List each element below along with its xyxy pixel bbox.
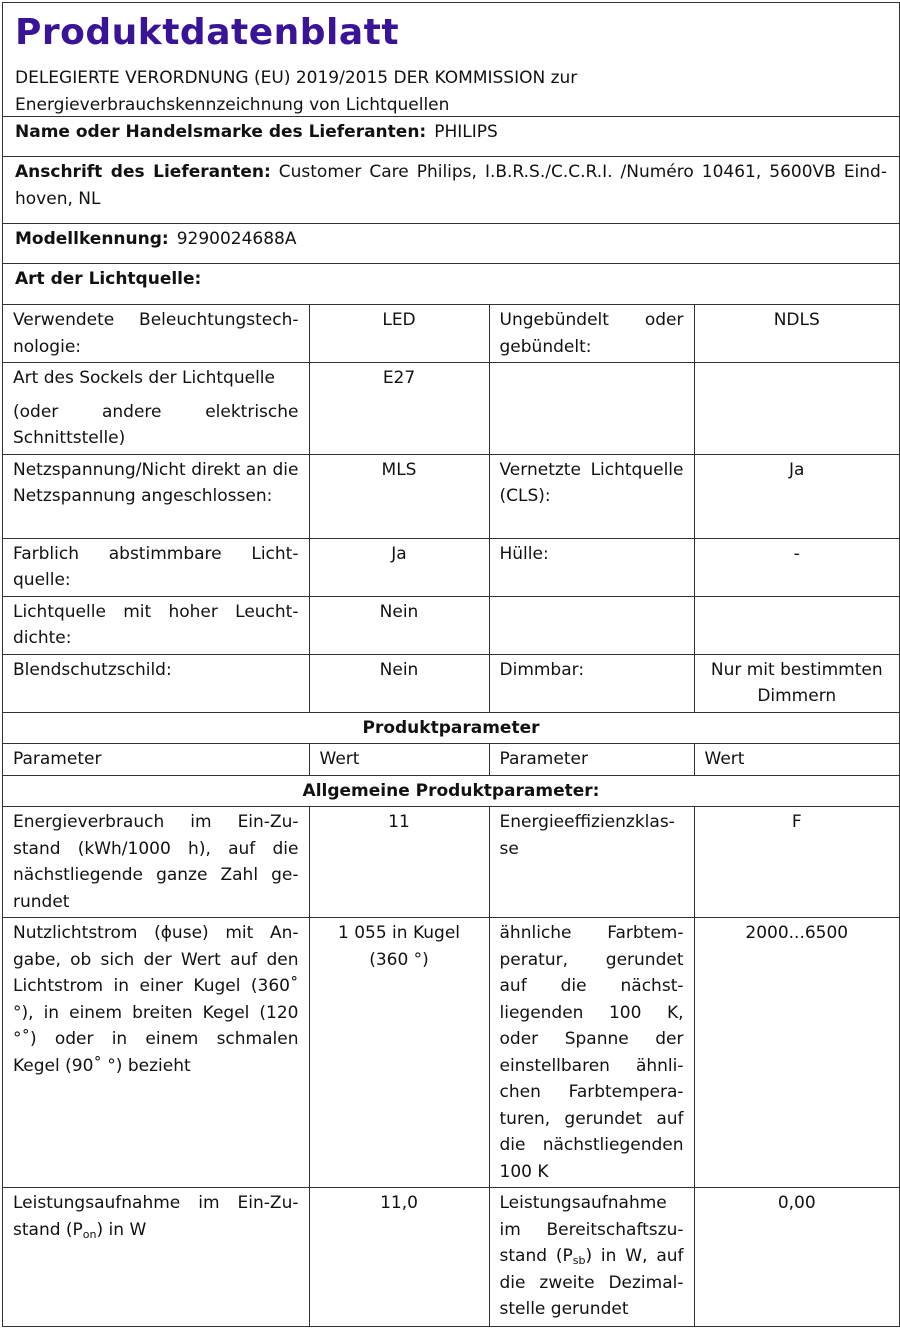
param-standby-power-subscript: sb xyxy=(572,1254,586,1267)
param-directional-value: NDLS xyxy=(694,305,899,363)
param-cap-type-label xyxy=(3,363,309,455)
empty-cell xyxy=(694,596,899,654)
param-cap-type-line2: (oder andere elektrische Schnittstelle) xyxy=(13,401,299,448)
section-title-general-parameters: Allgemeine Produktparameter: xyxy=(3,775,899,807)
param-technology-value: LED xyxy=(309,305,489,363)
param-connected-value: Ja xyxy=(694,454,899,538)
param-colour-tunable-value: Ja xyxy=(309,538,489,596)
param-colour-tunable-label: Farblich abstimmbare Lichtquelle: xyxy=(3,538,309,596)
table-row xyxy=(3,744,899,776)
subtitle-line-1: DELEGIERTE VERORDNUNG (EU) 2019/2015 DER KOMMISSION zur xyxy=(15,68,578,88)
supplier-name-row xyxy=(3,117,899,157)
table-row xyxy=(3,538,899,596)
param-energy-consumption-value: 11 xyxy=(309,807,489,918)
regulation-subtitle xyxy=(15,65,887,118)
table-row xyxy=(3,454,899,538)
param-colour-temperature-value: 2000...6500 xyxy=(694,918,899,1188)
parameter-table xyxy=(3,304,899,1326)
header xyxy=(3,3,899,117)
model-identifier-row xyxy=(3,224,899,264)
param-energy-class-label: Energieeffizienzklasse xyxy=(489,807,694,918)
table-row xyxy=(3,654,899,712)
supplier-address-label: Anschrift des Lieferanten: xyxy=(15,162,271,182)
table-row xyxy=(3,712,899,744)
table-row xyxy=(3,596,899,654)
supplier-name-label: Name oder Handelsmarke des Lieferanten: xyxy=(15,122,427,142)
param-anti-glare-value: Nein xyxy=(309,654,489,712)
table-row xyxy=(3,363,899,455)
table-row xyxy=(3,775,899,807)
column-header-value: Wert xyxy=(309,744,489,776)
param-anti-glare-label: Blendschutzschild: xyxy=(3,654,309,712)
param-luminous-flux-label: Nutzlichtstrom (ɸuse) mit Angabe, ob sich der Wert auf den Lichtstrom in einer Kugel (360˚ °), in einem breiten Kegel (120 °˚) oder in einem schmalen Kegel (90˚ °) bezieht xyxy=(3,918,309,1188)
param-on-mode-power-text: Leistungsaufnahme im Ein-Zustand (P xyxy=(13,1193,299,1240)
param-cap-type-value: E27 xyxy=(309,363,489,455)
param-standby-power-value: 0,00 xyxy=(694,1188,899,1326)
param-on-mode-power-value: 11,0 xyxy=(309,1188,489,1326)
param-envelope-value: - xyxy=(694,538,899,596)
param-luminous-flux-value: 1 055 in Kugel (360 °) xyxy=(309,918,489,1188)
section-title-product-parameters: Produktparameter xyxy=(3,712,899,744)
table-row xyxy=(3,807,899,918)
param-standby-power-unit: ) in W, auf die zweite Dezimalstelle gerundet xyxy=(499,1246,684,1319)
param-dimmable-label: Dimmbar: xyxy=(489,654,694,712)
light-source-type-label: Art der Lichtquelle: xyxy=(15,269,202,289)
param-mains-label: Netzspannung/Nicht direkt an die Netzspannung angeschlossen: xyxy=(3,454,309,538)
param-technology-label: Verwendete Beleuchtungstechnologie: xyxy=(3,305,309,363)
param-high-luminance-label: Lichtquelle mit hoher Leuchtdichte: xyxy=(3,596,309,654)
empty-cell xyxy=(694,363,899,455)
product-datasheet xyxy=(2,2,900,1327)
light-source-type-row xyxy=(3,264,899,304)
param-standby-power-text: Leistungsaufnahme im Bereitschaftszustand (P xyxy=(499,1193,684,1266)
empty-cell xyxy=(489,363,694,455)
column-header-value: Wert xyxy=(694,744,899,776)
table-row xyxy=(3,918,899,1188)
param-on-mode-power-unit: ) in W xyxy=(96,1219,147,1240)
table-row xyxy=(3,305,899,363)
param-on-mode-power-label xyxy=(3,1188,309,1326)
param-energy-consumption-label: Energieverbrauch im Ein-Zustand (kWh/1000 h), auf die nächstliegende ganze Zahl gerundet xyxy=(3,807,309,918)
supplier-address-row xyxy=(3,157,899,224)
subtitle-line-2: Energieverbrauchskennzeichnung von Lichtquellen xyxy=(15,94,450,115)
param-cap-type-line1: Art des Sockels der Lichtquelle xyxy=(13,368,275,388)
table-row xyxy=(3,1188,899,1326)
param-dimmable-value: Nur mit bestimmten Dimmern xyxy=(694,654,899,712)
param-directional-label: Ungebündelt oder gebündelt: xyxy=(489,305,694,363)
param-on-mode-power-subscript: on xyxy=(82,1227,97,1241)
param-mains-value: MLS xyxy=(309,454,489,538)
supplier-name-value: PHILIPS xyxy=(434,122,498,142)
column-header-parameter: Parameter xyxy=(3,744,309,776)
page-title: Produktdatenblatt xyxy=(15,12,400,53)
param-envelope-label: Hülle: xyxy=(489,538,694,596)
empty-cell xyxy=(489,596,694,654)
column-header-parameter: Parameter xyxy=(489,744,694,776)
model-identifier-value: 9290024688A xyxy=(176,229,297,249)
param-standby-power-label xyxy=(489,1188,694,1326)
param-colour-temperature-label: ähnliche Farbtemperatur, gerundet auf die nächstliegenden 100 K, oder Spanne der einstellbaren ähnlichen Farbtemperaturen, gerundet auf die nächstliegenden 100 K xyxy=(489,918,694,1188)
param-high-luminance-value: Nein xyxy=(309,596,489,654)
supplier-address-value: Customer Care Philips, I.B.R.S./C.C.R.I. /Numéro 10461, 5600VB Eindhoven, NL xyxy=(15,162,887,209)
model-identifier-label: Modellkennung: xyxy=(15,229,169,249)
param-connected-label: Vernetzte Lichtquelle (CLS): xyxy=(489,454,694,538)
param-energy-class-value: F xyxy=(694,807,899,918)
